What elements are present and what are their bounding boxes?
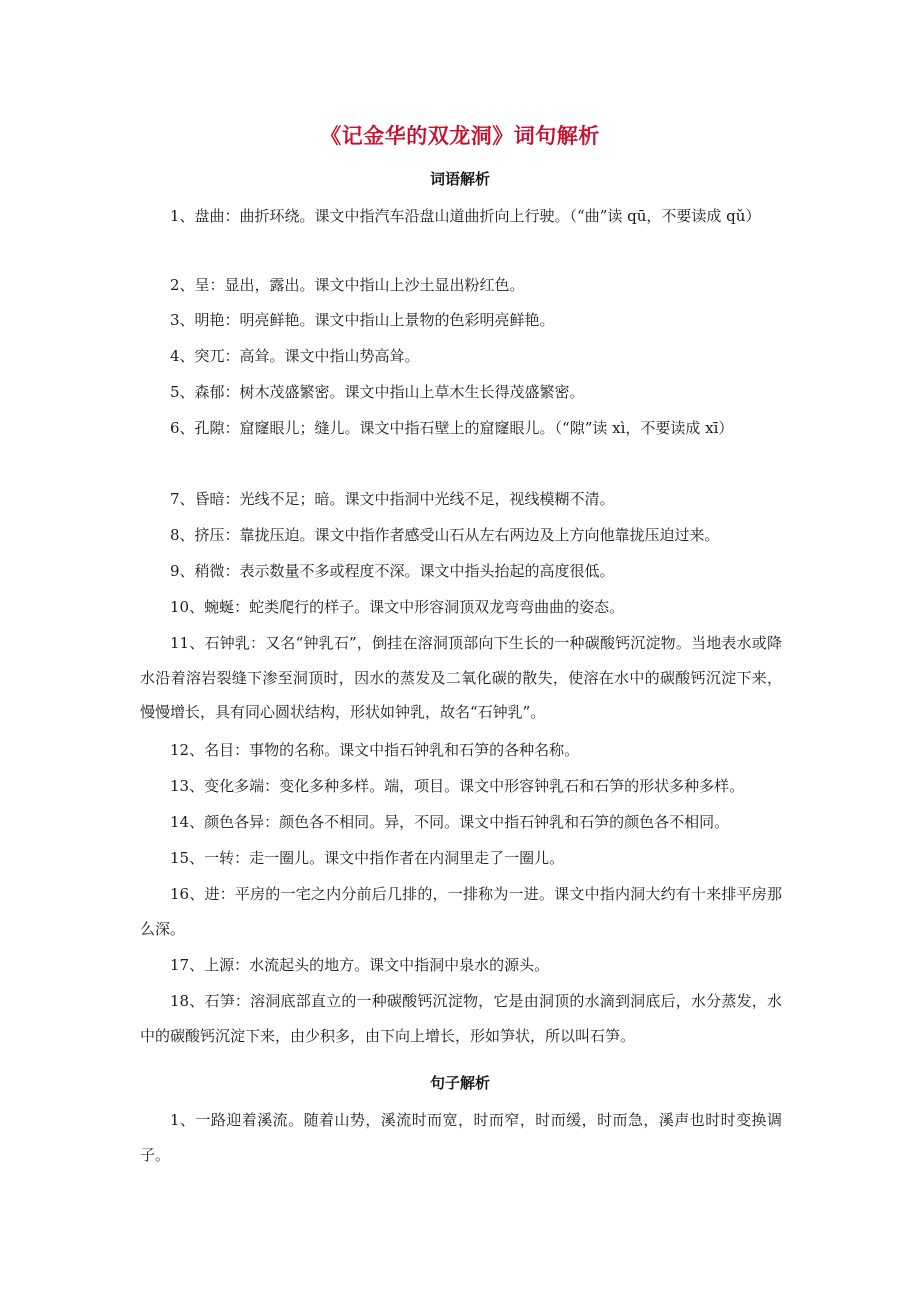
word-entry-7: 7、昏暗：光线不足；暗。课文中指洞中光线不足，视线模糊不清。 (170, 490, 615, 508)
word-entry-4: 4、突兀：高耸。课文中指山势高耸。 (170, 347, 420, 365)
word-entry-9: 9、稍微：表示数量不多或程度不深。课文中指头抬起的高度很低。 (170, 562, 615, 580)
word-entry-16: 16、进：平房的一宅之内分前后几排的，一排称为一进。课文中指内洞大约有十来排平房那么深。 (140, 885, 782, 938)
word-entry-14: 14、颜色各异：颜色各不相同。异，不同。课文中指石钟乳和石笋的颜色各不相同。 (170, 813, 730, 831)
word-entry-17: 17、上源：水流起头的地方。课文中指洞中泉水的源头。 (170, 956, 550, 974)
document-title: 《记金华的双龙洞》词句解析 (320, 124, 600, 148)
sentence-entry-1: 1、一路迎着溪流。随着山势，溪流时而宽，时而窄，时而缓，时而急，溪声也时时变换调子。 (140, 1111, 782, 1164)
word-entry-2: 2、呈：显出，露出。课文中指山上沙土显出粉红色。 (170, 276, 525, 294)
word-entry-8: 8、挤压：靠拢压迫。课文中指作者感受山石从左右两边及上方向他靠拢压迫过来。 (170, 526, 720, 544)
word-entry-15: 15、一转：走一圈儿。课文中指作者在内洞里走了一圈儿。 (170, 849, 565, 867)
word-entry-5: 5、森郁：树木茂盛繁密。课文中指山上草木生长得茂盛繁密。 (170, 383, 585, 401)
word-entry-6: 6、孔隙：窟窿眼儿；缝儿。课文中指石壁上的窟窿眼儿。（“隙”读 xì，不要读成 xī） (170, 419, 734, 437)
word-entry-13: 13、变化多端：变化多种多样。端，项目。课文中形容钟乳石和石笋的形状多种多样。 (170, 777, 745, 795)
word-entry-12: 12、名目：事物的名称。课文中指石钟乳和石笋的各种名称。 (170, 741, 580, 759)
sentences-section-heading: 句子解析 (429, 1074, 490, 1092)
word-entry-1: 1、盘曲：曲折环绕。课文中指汽车沿盘山道曲折向上行驶。（“曲”读 qū，不要读成 qǔ） (170, 207, 761, 225)
words-section-heading: 词语解析 (429, 170, 490, 188)
word-entry-11: 11、石钟乳：又名“钟乳石”，倒挂在溶洞顶部向下生长的一种碳酸钙沉淀物。当地表水或降水沿着溶岩裂缝下渗至洞顶时，因水的蒸发及二氧化碳的散失，使溶在水中的碳酸钙沉淀下来，慢慢增长，具有同心圆状结构，形状如钟乳，故名“石钟乳”。 (140, 634, 782, 721)
word-entry-3: 3、明艳：明亮鲜艳。课文中指山上景物的色彩明亮鲜艳。 (170, 311, 555, 329)
word-entry-18: 18、石笋：溶洞底部直立的一种碳酸钙沉淀物，它是由洞顶的水滴到洞底后，水分蒸发，水中的碳酸钙沉淀下来，由少积多，由下向上增长，形如笋状，所以叫石笋。 (140, 992, 782, 1045)
word-entry-10: 10、蜿蜒：蛇类爬行的样子。课文中形容洞顶双龙弯弯曲曲的姿态。 (170, 598, 625, 616)
